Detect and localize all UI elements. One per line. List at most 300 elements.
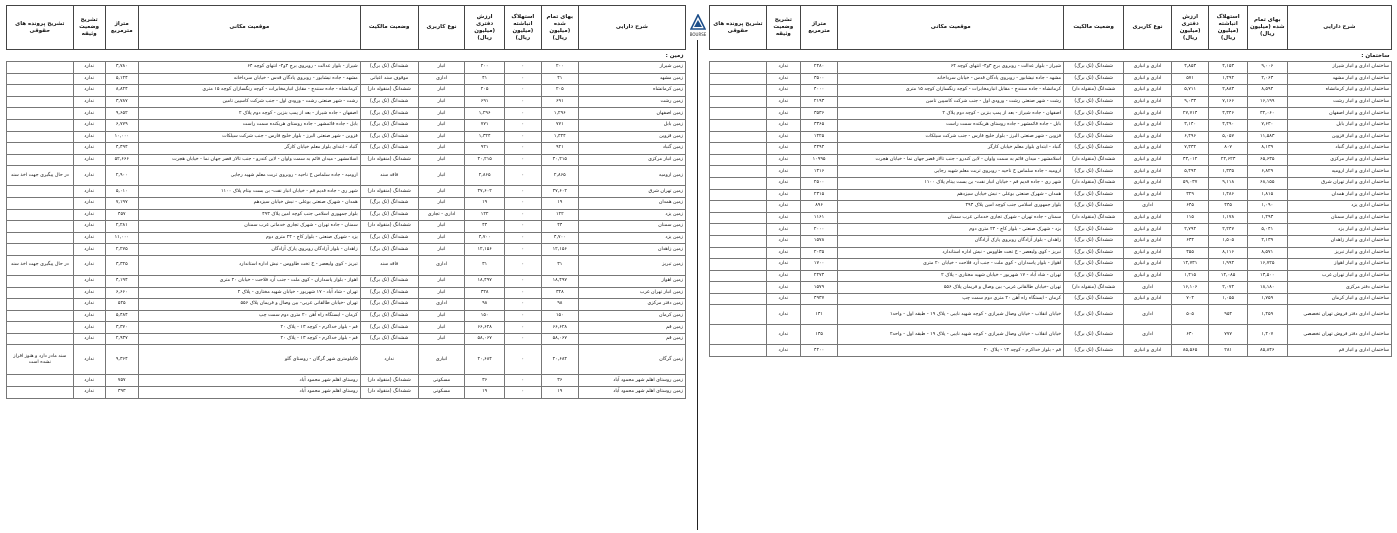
bourse-logo-icon [690,14,706,32]
cell-depr: ۰ [504,345,541,375]
cell-depr: ۱,۹۹۴ [1209,259,1248,271]
cell-area: ۲,۲۷۵ [105,244,138,256]
cell-area: ۵,۱۲۴ [105,73,138,85]
table-row [710,201,1392,213]
cell-doc: ندارد [73,299,105,311]
cell-loc: تهران - شاد آباد - ۱۷ شهریور - خیابان شهید مختاری - پلاک ۲ [838,270,1064,282]
header-book: ارزش دفتری (میلیون ریال) [465,6,504,50]
cell-desc: ساختمان اداری و انبار قزوین [1287,131,1391,143]
cell-book: ۵۹,۰۳۷ [1171,177,1208,189]
cell-legal [710,201,767,213]
cell-doc: ندارد [73,255,105,275]
cell-cost: ۱۲,۱۵۶ [541,244,578,256]
cell-loc: کرمانشاه - جاده سنندج - مقابل انبارمخابرات - کوچه رنگسازان کوچه ۱۵ متری [138,85,360,97]
cell-doc: ندارد [73,62,105,74]
cell-loc: گنباد - ابتدای بلوار معلم خیابان کارگر [138,143,360,155]
cell-book: ۲۷,۷۱۴ [1171,108,1208,120]
cell-book: ۱,۳۲۴ [465,131,504,143]
cell-doc: ندارد [73,310,105,322]
cell-desc: زمین قزوین [578,131,685,143]
cell-area: ۳,۳۲۵ [105,255,138,275]
cell-depr: ۰ [504,333,541,345]
cell-book: ۱۴,۷۳۱ [1171,259,1208,271]
cell-cost: ۲,۸۶۵ [541,166,578,186]
cell-doc: ندارد [766,325,800,345]
cell-loc: کرمان - ایستگاه راه آهن ۲۰ متری دوم سمت چپ [838,293,1064,305]
cell-doc: ندارد [766,189,800,201]
cell-owner: فاقد سند [360,166,418,186]
cell-area: ۳۹۳ [105,387,138,399]
cell-legal [710,282,767,294]
cell-book: ۲۰,۶۸۴ [465,345,504,375]
cell-depr: ۱۲,۰۸۵ [1209,270,1248,282]
cell-area: ۴,۱۹۴ [105,275,138,287]
cell-area: ۷,۱۹۷ [105,197,138,209]
table-row [710,235,1392,247]
cell-cost: ۱,۸۱۵ [1247,189,1287,201]
cell-owner: ششدانگ (منقوله دار) [1064,154,1124,166]
building-table [709,5,1392,357]
table-row [710,131,1392,143]
cell-loc: خیابان انقلاب - خیابان وصال شیرازی - کوچه شهید نایبی - پلاک ۱۹ - طبقه اول - واحد۲ [838,325,1064,345]
cell-area: ۳,۷۸۷ [105,96,138,108]
cell-book: ۲۰۰ [465,62,504,74]
cell-use: انبار [418,85,465,97]
cell-book: ۷۷۱ [465,119,504,131]
cell-depr: ۴,۱۵۳ [1209,62,1248,74]
cell-owner: ششدانگ (تک برگ) [360,62,418,74]
building-table-body [710,50,1392,357]
cell-desc: ساختمان اداری و انبار بابل [1287,119,1391,131]
cell-depr: ۰ [504,387,541,399]
cell-depr: ۴,۳۴۶ [1209,108,1248,120]
cell-book: ۱۲,۱۵۶ [465,244,504,256]
cell-use: اداری [1124,201,1172,213]
cell-depr: ۰ [504,85,541,97]
cell-book: ۶۶,۶۲۸ [465,322,504,334]
cell-use: انبار [418,287,465,299]
table-row [710,282,1392,294]
cell-doc: ندارد [766,201,800,213]
cell-book: ۹۸ [465,299,504,311]
table-row [710,325,1392,345]
cell-doc: ندارد [766,259,800,271]
cell-desc: زمین گرگان [578,345,685,375]
header-area: متراژ مترمربع [800,6,837,50]
cell-book: ۶۳۴ [1171,235,1208,247]
cell-legal [7,108,74,120]
cell-use: اداری و انباری [1124,154,1172,166]
cell-cost: ۷,۶۳۰ [1247,119,1287,131]
cell-book: ۳۱ [465,255,504,275]
cell-area: ۱۷۰۰ [800,259,837,271]
table-row [7,186,686,198]
cell-area: ۳۳۶۵ [800,119,837,131]
cell-legal [7,232,74,244]
cell-cost: ۱,۴۰۷ [1247,325,1287,345]
cell-legal [710,177,767,189]
cell-doc: ندارد [73,375,105,387]
table-row [7,209,686,221]
cell-book: ۴۰,۲۱۵ [465,154,504,166]
cell-cost: ۲۰۰ [541,62,578,74]
cell-book: ۴۳,۰۱۲ [1171,154,1208,166]
cell-depr: ۰ [504,108,541,120]
cell-owner: ششدانگ (تک برگ) [1064,131,1124,143]
cell-loc: تهران -خیابان طالقانی غربی- بین وصال و فریمان پلاک ۵۵۶ [138,299,360,311]
cell-doc: ندارد [73,154,105,166]
cell-book: ۲,۸۶۵ [465,166,504,186]
table-row [7,244,686,256]
cell-book: ۷,۳۳۲ [1171,143,1208,155]
table-row [7,299,686,311]
table-row [7,85,686,97]
table-row [7,131,686,143]
cell-desc: ساختمان اداری و انبار تبریز [1287,247,1391,259]
cell-use: اداری - تجاری [418,209,465,221]
cell-owner: ششدانگ (منقوله دار) [1064,85,1124,97]
cell-use: اداری [1124,305,1172,325]
cell-area: ۴,۴۹۴ [105,143,138,155]
cell-depr: ۰ [504,197,541,209]
cell-use: اداری و انباری [1124,96,1172,108]
header-doc: تشریح وضعیت وثیقه [766,6,800,50]
cell-area: ۱۴۱۶ [800,166,837,178]
table-row [7,255,686,275]
cell-area: ۵,۰۱۰ [105,186,138,198]
cell-legal [7,186,74,198]
cell-area: ۴۹۳۷ [800,293,837,305]
header-cost: بهای تمام شده (میلیون ریال) [541,6,578,50]
cell-book: ۶۴۵ [1171,201,1208,213]
cell-legal: سند مادر دارد و هنوز افراز نشده است [7,345,74,375]
cell-desc: ساختمان اداری و انبار قم [1287,345,1391,357]
cell-area: ۲,۹۳۷ [105,333,138,345]
cell-desc: ساختمان اداری و انبار اهواز [1287,259,1391,271]
cell-cost: ۲۰,۶۸۴ [541,345,578,375]
cell-doc: ندارد [73,387,105,399]
cell-area: ۱۵۷۹ [800,282,837,294]
cell-doc: ندارد [73,96,105,108]
cell-cost: ۱,۲۹۳ [1247,212,1287,224]
building-header-row [710,6,1392,50]
cell-area: ۳۵۰۰ [800,73,837,85]
table-row [7,73,686,85]
cell-desc: ساختمان اداری و انبار کرمانشاه [1287,85,1391,97]
cell-cost: ۱۵۰ [541,310,578,322]
land-table-body [7,50,686,399]
cell-desc: ساختمان اداری و انبار یزد [1287,224,1391,236]
cell-depr: ۴۴۵ [1209,201,1248,213]
cell-use: اداری و انباری [1124,345,1172,357]
cell-owner: ششدانگ (تک برگ) [1064,305,1124,325]
cell-use: انبار [418,143,465,155]
table-row [7,333,686,345]
cell-depr: ۰ [504,232,541,244]
cell-depr: ۰ [504,131,541,143]
cell-area: ۸۹۶ [800,201,837,213]
cell-legal: در حال پیگیری جهت اخذ سند [7,255,74,275]
cell-area: ۲۲۷۴ [800,270,837,282]
cell-loc: اصفهان - جاده شیراز - بعد از پمپ بنزین - کوچه دوم پلاک ۲ [838,108,1064,120]
cell-owner: ندارد [360,345,418,375]
table-row [7,232,686,244]
cell-desc: زمین تهران شرق [578,186,685,198]
cell-cost: ۱۸,۱۸۰ [1247,282,1287,294]
header-depr: استهلاک انباشته (میلیون ریال) [1209,6,1248,50]
cell-owner: ششدانگ (تک برگ) [1064,247,1124,259]
header-book: ارزش دفتری (میلیون ریال) [1171,6,1208,50]
cell-cost: ۲۰۵ [541,85,578,97]
cell-owner: موقوف سند اعیانی [360,73,418,85]
cell-depr: ۸,۱۱۶ [1209,247,1248,259]
cell-depr: ۲۲,۶۲۳ [1209,154,1248,166]
cell-area: ۵,۴۸۴ [105,310,138,322]
cell-book: ۹,۰۳۳ [1171,96,1208,108]
cell-depr: ۰ [504,143,541,155]
cell-legal [710,293,767,305]
table-row [710,62,1392,74]
table-row [710,166,1392,178]
cell-cost: ۱۱,۵۸۳ [1247,131,1287,143]
cell-book: ۱۱۵ [1171,212,1208,224]
cell-owner: ششدانگ (تک برگ) [1064,293,1124,305]
cell-owner: ششدانگ (تک برگ) [1064,224,1124,236]
cell-area: ۹,۶۵۲ [105,108,138,120]
cell-use: انبار [418,119,465,131]
header-doc: تشریح وضعیت وثیقه [73,6,105,50]
cell-desc: ساختمان اداری و انبار تهران غرب [1287,270,1391,282]
cell-loc: رشت - شهر صنعتی رشت - ورودی اول - جنب شرکت کاسپین تامین [138,96,360,108]
cell-owner: ششدانگ (تک برگ) [360,275,418,287]
cell-doc: ندارد [73,322,105,334]
cell-cost: ۸,۵۹۴ [1247,85,1287,97]
cell-desc: زمین همدان [578,197,685,209]
cell-doc: ندارد [73,345,105,375]
cell-legal [710,325,767,345]
cell-desc: ساختمان اداری و انبار تهران شرق [1287,177,1391,189]
table-row [7,275,686,287]
cell-cost: ۱,۲۹۶ [541,108,578,120]
cell-legal [710,212,767,224]
cell-owner: ششدانگ (تک برگ) [1064,166,1124,178]
cell-owner: ششدانگ (تک برگ) [1064,270,1124,282]
cell-loc: شهر ری - جاده قدیم قم - خیابان انبار نفت- بن بست بیتام پلاک ۱۱۰۰ [138,186,360,198]
cell-cost: ۱۶,۷۲۵ [1247,259,1287,271]
table-row [7,221,686,233]
cell-cost: ۴,۷۰۰ [541,232,578,244]
table-row [7,108,686,120]
cell-doc: ندارد [73,197,105,209]
cell-depr: ۰ [504,299,541,311]
cell-book: ۱۹ [465,387,504,399]
table-row [7,166,686,186]
cell-owner: ششدانگ (منقوله دار) [1064,282,1124,294]
cell-owner: ششدانگ (تک برگ) [1064,62,1124,74]
cell-book: ۱,۴۱۵ [1171,270,1208,282]
cell-legal [710,73,767,85]
cell-cost: ۶۸,۱۵۵ [1247,177,1287,189]
header-owner: وضعیت مالکیت [1064,6,1124,50]
cell-doc: ندارد [73,131,105,143]
header-depr: استهلاک انباشته (میلیون ریال) [504,6,541,50]
cell-doc: ندارد [73,186,105,198]
cell-depr: ۵,۰۵۷ [1209,131,1248,143]
cell-use: انبار [418,186,465,198]
cell-doc: ندارد [73,166,105,186]
cell-depr: ۱,۳۳۵ [1209,166,1248,178]
cell-legal [710,154,767,166]
cell-depr: ۱,۴۸۶ [1209,189,1248,201]
cell-cost: ۱,۳۲۴ [541,131,578,143]
cell-loc: کرمان - ایستگاه راه آهن ۲۰ متری دوم سمت چپ [138,310,360,322]
cell-area: ۲۴۸۰ [800,62,837,74]
cell-loc: بابل - جاده قائمشهر - جاده روستای هریکنده سمت راست [838,119,1064,131]
cell-owner: ششدانگ (تک برگ) [1064,189,1124,201]
cell-area: ۱۳۱ [800,305,837,325]
header-use: نوع کاربری [418,6,465,50]
cell-desc: ساختمان اداری و انبار کرمان [1287,293,1391,305]
cell-cost: ۱,۴۵۹ [1247,305,1287,325]
cell-desc: ساختمان اداری و انبار همدان [1287,189,1391,201]
cell-cost: ۸۵,۸۴۶ [1247,345,1287,357]
cell-owner: ششدانگ (تک برگ) [360,287,418,299]
cell-area: ۱۵۷۸ [800,235,837,247]
cell-cost: ۶,۸۲۹ [1247,166,1287,178]
cell-depr: ۰ [504,255,541,275]
land-header-row [7,6,686,50]
cell-owner: ششدانگ (تک برگ) [1064,201,1124,213]
cell-doc: ندارد [766,119,800,131]
cell-use: اداری و انباری [1124,85,1172,97]
cell-book: ۲۰۵ [465,85,504,97]
cell-loc: قم - بلوار خداکرم - کوچه ۱۳ - پلاک ۲۰ [838,345,1064,357]
cell-area: ۱۳۵ [800,325,837,345]
cell-owner: ششدانگ (تک برگ) [1064,119,1124,131]
cell-doc: ندارد [766,131,800,143]
cell-legal [710,345,767,357]
cell-doc: ندارد [766,305,800,325]
cell-doc: ندارد [73,209,105,221]
cell-owner: ششدانگ (تک برگ) [360,244,418,256]
cell-use: اداری و انباری [1124,108,1172,120]
cell-loc: اهواز - بلوار پاسداران - کوی ملت - جنب آرد فلاحت - خیابان ۲۰ متری [138,275,360,287]
cell-area: ۴۲۰۰ [800,345,837,357]
cell-doc: ندارد [73,221,105,233]
cell-area: ۲۱۹۳ [800,96,837,108]
cell-doc: ندارد [766,62,800,74]
cell-use: انبار [418,275,465,287]
cell-doc: ندارد [73,119,105,131]
cell-depr: ۰ [504,154,541,166]
cell-book: ۸۵,۵۶۵ [1171,345,1208,357]
cell-book: ۴۷,۶۰۲ [465,186,504,198]
cell-book: ۵,۴۹۴ [1171,166,1208,178]
cell-book: ۶۹۱ [465,96,504,108]
cell-desc: زمین کرمان [578,310,685,322]
cell-cost: ۶۹۱ [541,96,578,108]
cell-loc: سمنان - جاده تهران - شهرک تجاری خدماتی غرب سمنان [838,212,1064,224]
cell-loc: مشهد - جاده نیشابور - روبروی پادگان قدس - خیابان سرداخانه [138,73,360,85]
cell-depr: ۰ [504,275,541,287]
cell-legal [710,189,767,201]
cell-legal [7,322,74,334]
cell-owner: ششدانگ (منقوله دار) [1064,212,1124,224]
cell-cost: ۳۱ [541,255,578,275]
cell-legal [7,387,74,399]
cell-use: اداری و انباری [1124,143,1172,155]
cell-doc: ندارد [73,333,105,345]
cell-use: اداری و انباری [1124,119,1172,131]
cell-legal [7,375,74,387]
cell-legal [7,73,74,85]
cell-use: اداری و انباری [1124,212,1172,224]
cell-owner: ششدانگ (تک برگ) [1064,73,1124,85]
cell-depr: ۲,۰۷۴ [1209,282,1248,294]
cell-area: ۴۰۰۰ [800,85,837,97]
cell-loc: اصفهان - جاده شیراز - بعد از پمپ بنزین - کوچه دوم پلاک ۲ [138,108,360,120]
cell-loc: همدان - شهرک صنعتی بوعلی - نبش خیابان سیزدهم [838,189,1064,201]
cell-cost: ۹,۰۰۶ [1247,62,1287,74]
cell-loc: گنباد - ابتدای بلوار معلم خیابان کارگر [838,143,1064,155]
cell-cost: ۱۶,۱۹۹ [1247,96,1287,108]
cell-loc: ارومیه - جاده سلماس خ ناحیه - روبروی تربت معلم شهید رجایی [838,166,1064,178]
cell-desc: زمین گنباد [578,143,685,155]
cell-use: اداری و انباری [1124,224,1172,236]
cell-legal [710,247,767,259]
cell-use: اداری و انباری [1124,293,1172,305]
table-row [7,345,686,375]
cell-loc: قم - بلوار خداکرم - کوچه ۱۳ - پلاک ۲۰ [138,322,360,334]
cell-depr: ۹,۱۱۸ [1209,177,1248,189]
cell-book: ۹۲۱ [465,143,504,155]
cell-use: اداری و انباری [1124,270,1172,282]
cell-doc: ندارد [766,224,800,236]
cell-owner: ششدانگ (منقوله دار) [1064,177,1124,189]
table-row [710,270,1392,282]
cell-desc: زمین تبریز [578,255,685,275]
cell-owner: ششدانگ (تک برگ) [360,108,418,120]
cell-book: ۳۶ [465,375,504,387]
cell-legal [7,154,74,166]
cell-area: ۴۵۷ [105,209,138,221]
cell-depr: ۰ [504,119,541,131]
cell-owner: ششدانگ (تک برگ) [360,131,418,143]
cell-cost: ۱۸,۴۹۷ [541,275,578,287]
cell-owner: ششدانگ (منقوله دار) [360,85,418,97]
header-legal: تشریح پرونده های حقوقی [710,6,767,50]
header-owner: وضعیت مالکیت [360,6,418,50]
cell-desc: ساختمان اداری و انبار رشت [1287,96,1391,108]
cell-use: انبار [418,232,465,244]
cell-desc: ساختمان اداری یزد [1287,201,1391,213]
table-row [7,387,686,399]
cell-doc: ندارد [73,85,105,97]
cell-owner: ششدانگ (تک برگ) [360,232,418,244]
cell-book: ۵,۷۱۱ [1171,85,1208,97]
cell-area: ۸,۸۲۴ [105,85,138,97]
cell-cost: ۲,۰۶۳ [1247,73,1287,85]
cell-depr: ۰ [504,244,541,256]
table-row [710,108,1392,120]
cell-area: ۴۴۹۴ [800,143,837,155]
cell-legal [7,244,74,256]
cell-cost: ۲,۱۳۹ [1247,235,1287,247]
cell-desc: زمین قم [578,322,685,334]
cell-depr: ۲۸۱ [1209,345,1248,357]
cell-desc: ساختمان اداری و انبار شیراز [1287,62,1391,74]
header-desc: شرح دارایی [1287,6,1391,50]
